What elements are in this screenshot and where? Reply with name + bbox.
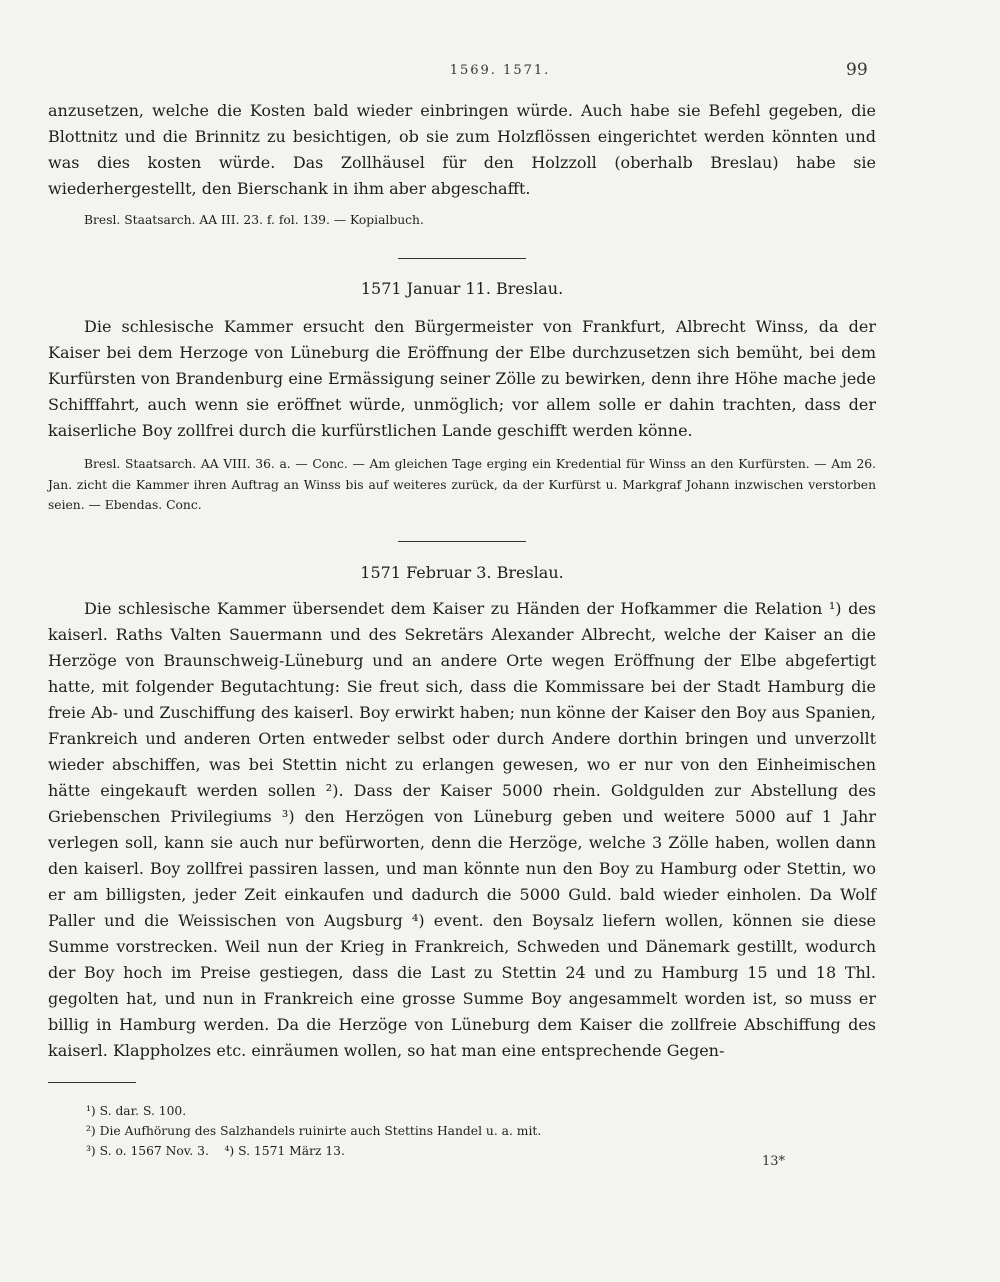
entry-paragraph: Die schlesische Kammer ersucht den Bürgermeister von Frankfurt, Albrecht Winss, da der Kaiser bei dem Herzoge von Lüneburg die Eröffnung der Elbe durchzusetzen sich bemüht, bei dem Kurfürsten von Brandenburg eine Ermässigung seiner Zölle zu bewirken, denn ihre Höhe mache jede Schifffahrt, auch wenn sie eröffnet würde, unmöglich; vor allem solle er dahin trachten, dass der kaiserliche Boy zollfrei durch die kurfürstlichen Lande geschifft werden könne.: [48, 317, 876, 440]
section-continuation: [48, 98, 876, 231]
signature-mark: 13*: [762, 1154, 786, 1169]
source-note: Bresl. Staatsarch. AA VIII. 36. a. — Conc. — Am gleichen Tage erging ein Kredential für Winss an den Kurfürsten. — Am 26. Jan. zicht die Kammer ihren Auftrag an Winss bis auf weiteres zurück, da der Kurfürst u. Markgraf Johann inzwischen verstorben seien. — Ebendas. Conc.: [48, 457, 876, 512]
footnote: ¹) S. dar. S. 100.: [86, 1104, 187, 1118]
section-divider: [398, 258, 526, 259]
footnote: ²) Die Aufhörung des Salzhandels ruinirte auch Stettins Handel u. a. mit.: [86, 1124, 542, 1138]
footnote: ³) S. o. 1567 Nov. 3. ⁴) S. 1571 März 13.: [86, 1144, 345, 1158]
running-head: 1569. 1571.: [449, 63, 551, 78]
entry-1571-february: [48, 596, 876, 1064]
footnote-divider: [48, 1082, 136, 1083]
source-note: Bresl. Staatsarch. AA III. 23. f. fol. 139. — Kopialbuch.: [84, 213, 424, 227]
entry-heading: 1571 Februar 3. Breslau.: [360, 563, 564, 582]
entry-1571-january: [48, 314, 876, 516]
page-number: 99: [846, 60, 868, 80]
entry-paragraph: Die schlesische Kammer übersendet dem Kaiser zu Händen der Hofkammer die Relation ¹) des kaiserl. Raths Valten Sauermann und des Sekretärs Alexander Albrecht, welche der Kaiser an die Herzöge von Braunschweig-Lüneburg und an andere Orte wegen Eröffnung der Elbe abgefertigt hatte, mit folgender Begutachtung: Sie freut sich, dass die Kommissare bei der Stadt Hamburg die freie Ab- und Zuschiffung des kaiserl. Boy erwirkt haben; nun könne der Kaiser den Boy aus Spanien, Frankreich und anderen Orten entweder selbst oder durch Andere dorthin bringen und unverzollt wieder abschiffen, was bei Stettin nicht zu erlangen gewesen, wo er nur von den Einheimischen hätte eingekauft werden sollen ²). Dass der Kaiser 5000 rhein. Goldgulden zur Abstellung des Griebenschen Privilegiums ³) den Herzögen von Lüneburg geben und weitere 5000 auf 1 Jahr verlegen soll, kann sie auch nur befürworten, denn die Herzöge, welche 3 Zölle haben, wollen dann den kaiserl. Boy zollfrei passiren lassen, und man könnte nun den Boy zu Hamburg oder Stettin, wo er am billigsten, jeder Zeit einkaufen und dadurch die 5000 Guld. bald wieder einholen. Da Wolf Paller und die Weissischen von Augsburg ⁴) event. den Boysalz liefern wollen, können sie diese Summe vorstrecken. Weil nun der Krieg in Frankreich, Schweden und Dänemark gestillt, wodurch der Boy hoch im Preise gestiegen, dass die Last zu Stettin 24 und zu Hamburg 15 und 18 Thl. gegolten hat, und nun in Frankreich eine grosse Summe Boy angesammelt worden ist, so muss er billig in Hamburg werden. Da die Herzöge von Lüneburg dem Kaiser die zollfreie Abschiffung des kaiserl. Klappholzes etc. einräumen wollen, so hat man eine entsprechende Gegen-: [48, 599, 876, 1060]
footnotes: [86, 1101, 726, 1161]
section-divider: [398, 541, 526, 542]
entry-heading: 1571 Januar 11. Breslau.: [360, 279, 564, 298]
continuation-paragraph: anzusetzen, welche die Kosten bald wieder einbringen würde. Auch habe sie Befehl gegeben, die Blottnitz und die Brinnitz zu besichtigen, ob sie zum Holzflössen eingerichtet werden könnten und was dies kosten würde. Das Zollhäusel für den Holzzoll (oberhalb Breslau) habe sie wiederhergestellt, den Bierschank in ihm aber abgeschafft.: [48, 101, 876, 198]
